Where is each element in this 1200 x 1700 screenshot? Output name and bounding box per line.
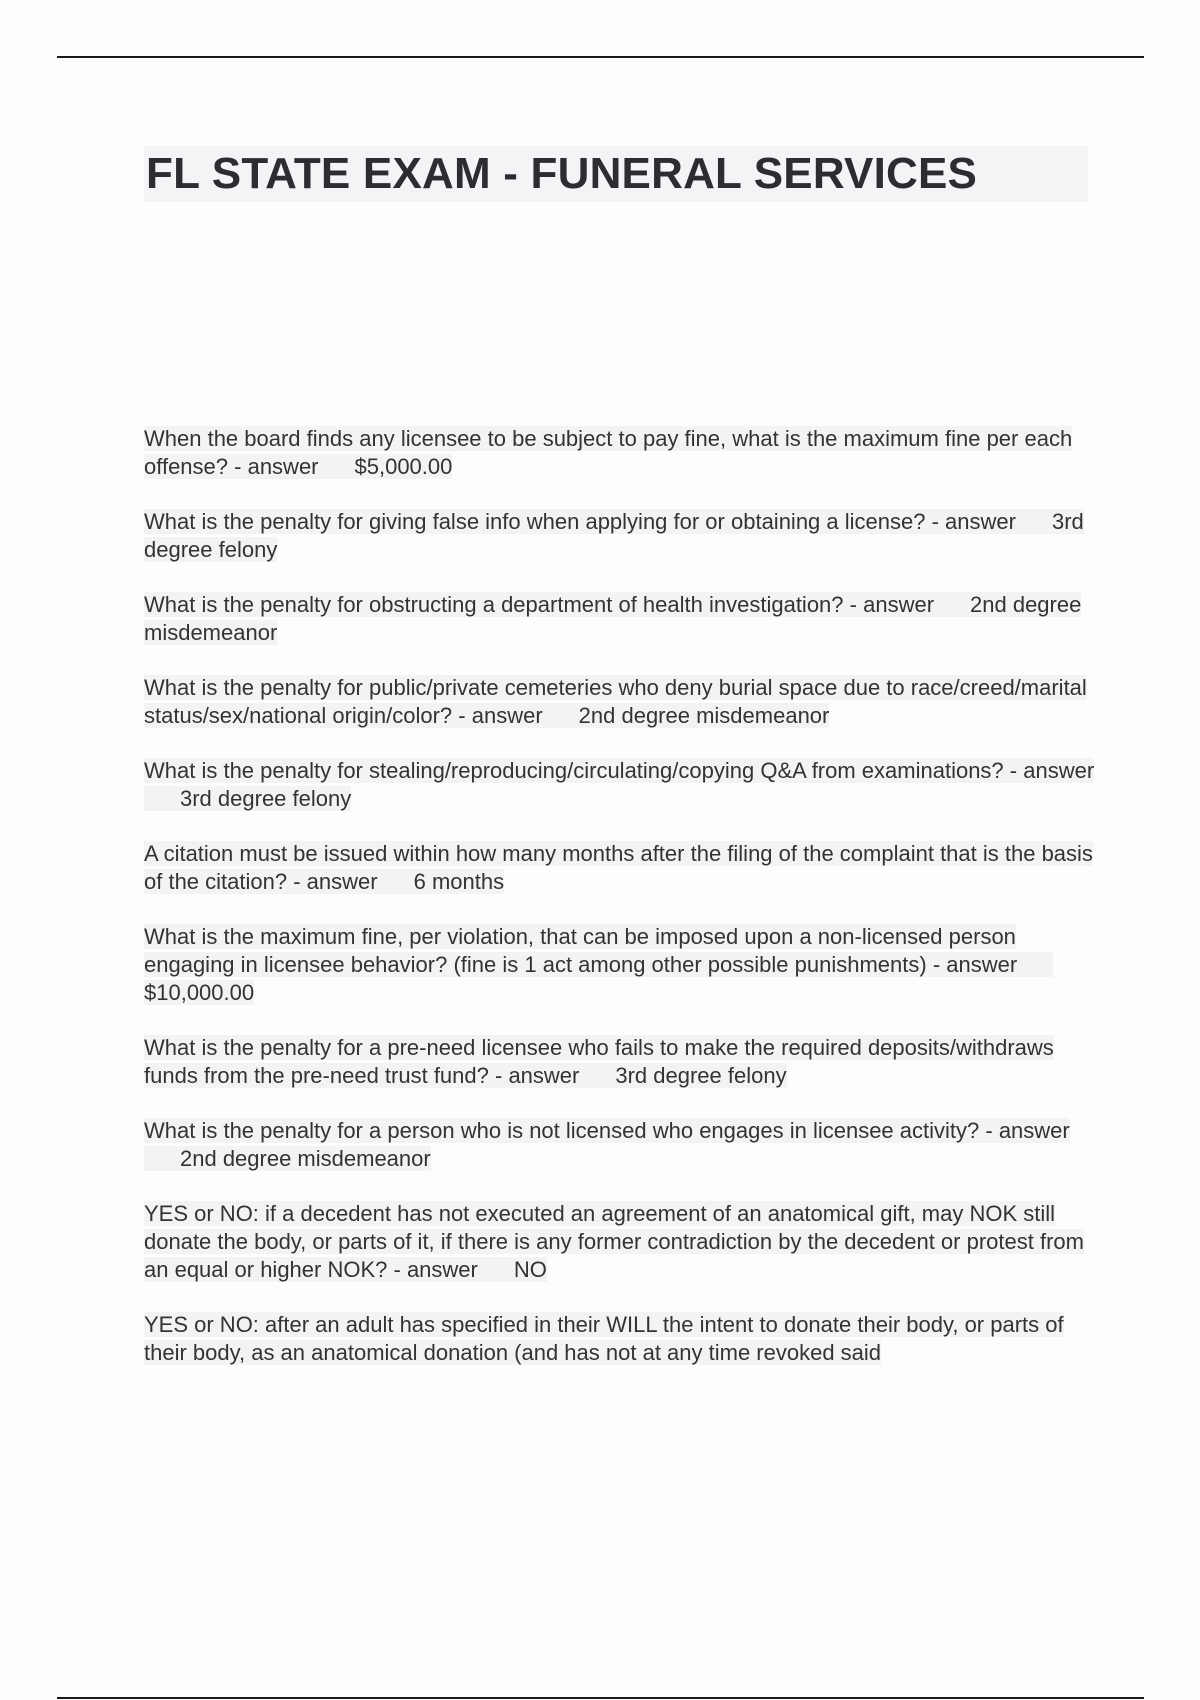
answer-text: 3rd degree felony: [144, 509, 1084, 562]
answer-separator: - answer: [293, 869, 378, 894]
answer-separator: - answer: [932, 952, 1018, 977]
answer-text: 2nd degree misdemeanor: [180, 1146, 431, 1171]
answer-separator: - answer: [931, 509, 1016, 534]
answer-text: 2nd degree misdemeanor: [578, 703, 830, 728]
answer-separator: - answer: [985, 1118, 1070, 1143]
answer-text: 2nd degree misdemeanor: [144, 592, 1082, 645]
question-text: What is the penalty for stealing/reproducing/circulating/copying Q&A from examinations?: [144, 758, 1004, 783]
answer-separator: - answer: [849, 592, 935, 617]
qa-item: [144, 591, 1099, 647]
answer-separator: - answer: [1009, 758, 1095, 783]
answer-text: $5,000.00: [354, 454, 453, 479]
question-text: What is the penalty for public/private cemeteries who deny burial space due to race/creed/marital status/sex/national origin/color?: [144, 675, 1087, 728]
qa-item: [144, 674, 1099, 730]
bottom-rule: [57, 1697, 1144, 1699]
document-title: FL STATE EXAM - FUNERAL SERVICES: [146, 149, 978, 198]
qa-item: [144, 840, 1099, 896]
question-text: YES or NO: if a decedent has not executed an agreement of an anatomical gift, may NOK still donate the body, or parts of it, if there is any former contradiction by the decedent or protest from an equal or higher NOK?: [144, 1201, 1084, 1282]
answer-text: 3rd degree felony: [180, 786, 352, 811]
question-text: What is the penalty for giving false info when applying for or obtaining a license?: [144, 509, 926, 534]
qa-item: [144, 508, 1099, 564]
qa-item: [144, 757, 1099, 813]
top-rule: [57, 56, 1144, 58]
answer-separator: - answer: [495, 1063, 580, 1088]
qa-item-truncated: [144, 1311, 1099, 1367]
question-text: When the board finds any licensee to be subject to pay fine, what is the maximum fine per each offense?: [144, 426, 1073, 479]
qa-item: [144, 1200, 1099, 1284]
question-text: What is the penalty for a pre-need licensee who fails to make the required deposits/withdraws funds from the pre-need trust fund?: [144, 1035, 1054, 1088]
answer-text: 3rd degree felony: [615, 1063, 787, 1088]
answer-separator: - answer: [458, 703, 543, 728]
question-text: A citation must be issued within how many months after the filing of the complaint that is the basis of the citation?: [144, 841, 1093, 894]
answer-separator: - answer: [393, 1257, 478, 1282]
title-banner: [144, 146, 1088, 202]
answer-text: 6 months: [413, 869, 505, 894]
qa-item: [144, 923, 1099, 1007]
qa-list: [144, 425, 1099, 1394]
qa-item: [144, 1034, 1099, 1090]
answer-text: $10,000.00: [144, 980, 255, 1005]
question-text: What is the maximum fine, per violation, that can be imposed upon a non-licensed person engaging in licensee behavior? (fine is 1 act among other possible punishments): [144, 924, 1016, 977]
qa-item: [144, 1117, 1099, 1173]
answer-text: NO: [513, 1257, 547, 1282]
question-text: What is the penalty for obstructing a department of health investigation?: [144, 592, 844, 617]
question-text: What is the penalty for a person who is not licensed who engages in licensee activity?: [144, 1118, 980, 1143]
question-text: YES or NO: after an adult has specified in their WILL the intent to donate their body, or parts of their body, as an anatomical donation (and has not at any time revoked said: [144, 1312, 1064, 1365]
answer-separator: - answer: [234, 454, 319, 479]
qa-item: [144, 425, 1099, 481]
